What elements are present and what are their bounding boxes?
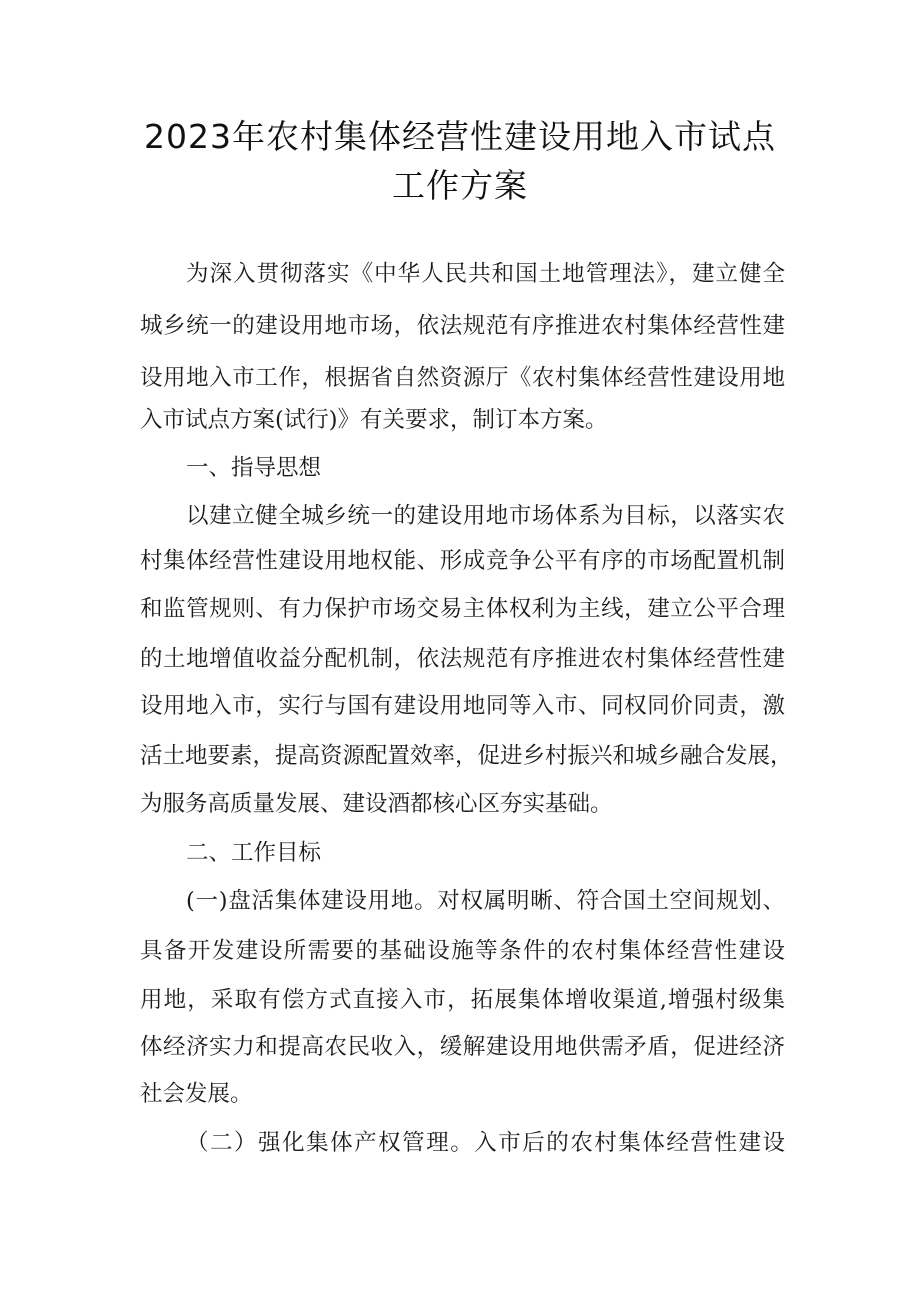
section-heading-work-goals: 二、工作目标 xyxy=(186,840,322,866)
guiding-paragraph-line: 活土地要素，提高资源配置效率，促进乡村振兴和城乡融合发展， xyxy=(140,743,793,769)
goal-one-paragraph-line: (一)盘活集体建设用地。对权属明晰、符合国土空间规划、 xyxy=(186,888,785,914)
guiding-paragraph-line: 设用地入市，实行与国有建设用地同等入市、同权同价同责，激 xyxy=(140,693,785,719)
intro-paragraph-line: 为深入贯彻落实《中华人民共和国土地管理法》，建立健全 xyxy=(186,261,785,287)
guiding-paragraph-line: 为服务高质量发展、建设酒都核心区夯实基础。 xyxy=(140,791,613,817)
goal-two-paragraph-line: （二）强化集体产权管理。入市后的农村集体经营性建设 xyxy=(186,1130,785,1156)
guiding-paragraph-line: 以建立健全城乡统一的建设用地市场体系为目标，以落实农 xyxy=(186,503,785,529)
goal-one-paragraph-line: 社会发展。 xyxy=(140,1081,253,1107)
intro-paragraph-line: 城乡统一的建设用地市场，依法规范有序推进农村集体经营性建 xyxy=(140,313,785,339)
goal-one-paragraph-line: 具备开发建设所需要的基础设施等条件的农村集体经营性建设 xyxy=(140,938,785,964)
goal-one-paragraph-line: 用地，采取有偿方式直接入市，拓展集体增收渠道,增强村级集 xyxy=(140,987,785,1013)
document-title-line-2: 工作方案 xyxy=(392,166,528,205)
goal-one-paragraph-line: 体经济实力和提高农民收入，缓解建设用地供需矛盾，促进经济 xyxy=(140,1034,785,1060)
document-title-line-1: 2023年农村集体经营性建设用地入市试点 xyxy=(144,117,776,156)
section-heading-guiding-thought: 一、指导思想 xyxy=(186,455,322,481)
intro-paragraph-line: 设用地入市工作，根据省自然资源厅《农村集体经营性建设用地 xyxy=(140,365,785,391)
guiding-paragraph-line: 的土地增值收益分配机制，依法规范有序推进农村集体经营性建 xyxy=(140,646,785,672)
guiding-paragraph-line: 村集体经营性建设用地权能、形成竞争公平有序的市场配置机制 xyxy=(140,548,785,574)
intro-paragraph-line: 入市试点方案(试行)》有关要求，制订本方案。 xyxy=(140,407,608,433)
guiding-paragraph-line: 和监管规则、有力保护市场交易主体权利为主线，建立公平合理 xyxy=(140,596,785,622)
